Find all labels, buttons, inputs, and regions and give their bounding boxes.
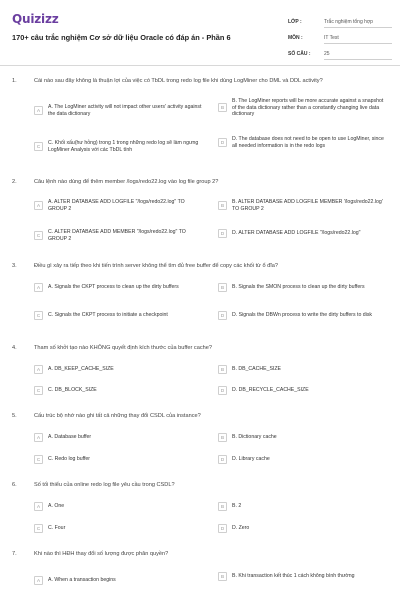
question-number: 6. <box>12 482 17 488</box>
option-letter-box: C <box>34 231 43 240</box>
meta-label: SỐ CÂU : <box>288 51 311 57</box>
option-text: C. ALTER DATABASE ADD MEMBER "/logs/redo22.log" TO GROUP 2 <box>48 229 186 242</box>
option-letter-box: C <box>34 311 43 320</box>
option-letter-box: C <box>34 455 43 464</box>
option-text: D. DB_RECYCLE_CACHE_SIZE <box>232 387 309 394</box>
question-text: Câu lệnh nào dùng để thêm member /logs/redo22.log vào log file group 2? <box>34 179 219 185</box>
option-letter-box: A <box>34 283 43 292</box>
answer-option-b[interactable] <box>218 433 388 442</box>
meta-row-class <box>288 14 392 30</box>
option-text: A. The LogMiner activity will not impact other users' activity against the data dictionary <box>48 104 202 117</box>
option-letter-box: A <box>34 106 43 115</box>
option-letter-box: D <box>218 229 227 238</box>
option-text: B. Khi transaction kết thúc 1 cách không bình thường <box>232 573 355 580</box>
meta-value: Trắc nghiệm tổng hợp <box>324 17 392 28</box>
answer-option-d[interactable] <box>218 229 388 238</box>
option-text: A. One <box>48 503 65 510</box>
option-text: A. ALTER DATABASE ADD LOGFILE "/logs/redo22.log" TO GROUP 2 <box>48 199 185 212</box>
option-text: B. The LogMiner reports will be more accurate against a snapshot of the data dictionary rather than a constantly changing live data dictionary <box>232 98 384 118</box>
answer-option-a[interactable] <box>34 433 204 442</box>
option-letter-box: A <box>34 365 43 374</box>
worksheet-header <box>0 0 400 66</box>
option-letter-box: B <box>218 572 227 581</box>
question-number: 2. <box>12 179 17 185</box>
answer-option-c[interactable] <box>34 455 204 464</box>
question-text: Tham số khởi tạo nào KHÔNG quyết định kích thước của buffer cache? <box>34 345 212 351</box>
answer-option-d[interactable] <box>218 386 388 395</box>
question-number: 7. <box>12 551 17 557</box>
question-number: 3. <box>12 263 17 269</box>
option-letter-box: D <box>218 386 227 395</box>
meta-row-question-count <box>288 46 392 62</box>
question-number: 1. <box>12 78 17 84</box>
answer-option-b[interactable] <box>218 502 388 511</box>
option-letter-box: D <box>218 311 227 320</box>
option-text: C. DB_BLOCK_SIZE <box>48 387 97 394</box>
option-letter-box: A <box>34 201 43 210</box>
option-letter-box: C <box>34 142 43 151</box>
question-number: 5. <box>12 413 17 419</box>
meta-row-subject <box>288 30 392 46</box>
meta-value: IT Test <box>324 33 392 44</box>
answer-option-c[interactable] <box>34 311 204 320</box>
answer-option-d[interactable] <box>218 524 388 533</box>
answer-option-c[interactable] <box>34 524 204 533</box>
answer-option-a[interactable] <box>34 576 204 585</box>
option-letter-box: B <box>218 201 227 210</box>
option-letter-box: A <box>34 576 43 585</box>
answer-option-d[interactable] <box>218 136 388 149</box>
option-letter-box: C <box>34 386 43 395</box>
worksheet-meta <box>288 14 392 62</box>
option-letter-box: A <box>34 433 43 442</box>
option-text: B. 2 <box>232 503 242 510</box>
option-text: C. Four <box>48 525 66 532</box>
answer-option-c[interactable] <box>34 140 204 153</box>
answer-option-a[interactable] <box>34 283 204 292</box>
option-text: D. ALTER DATABASE ADD LOGFILE "/logs/redo22.log" <box>232 230 361 237</box>
option-text: A. Database buffer <box>48 434 92 441</box>
option-letter-box: D <box>218 455 227 464</box>
option-text: B. Dictionary cache <box>232 434 277 441</box>
answer-option-c[interactable] <box>34 386 204 395</box>
option-text: A. Signals the CKPT process to clean up the dirty buffers <box>48 284 179 291</box>
answer-option-b[interactable] <box>218 572 388 581</box>
option-letter-box: B <box>218 433 227 442</box>
option-text: A. DB_KEEP_CACHE_SIZE <box>48 366 114 373</box>
answer-option-b[interactable] <box>218 283 388 292</box>
option-text: D. The database does not need to be open to use LogMiner, since all needed information is in the redo logs <box>232 136 384 149</box>
question-text: Khi nào thì HĐH thay đổi số lượng được phân quyền? <box>34 551 169 557</box>
option-letter-box: C <box>34 524 43 533</box>
worksheet-title: 170+ câu trắc nghiệm Cơ sở dữ liệu Oracle có đáp án - Phần 6 <box>12 33 231 42</box>
answer-option-a[interactable] <box>34 199 204 212</box>
answer-option-b[interactable] <box>218 199 388 212</box>
answer-option-a[interactable] <box>34 104 204 117</box>
answer-option-b[interactable] <box>218 98 388 118</box>
option-text: C. Signals the CKPT process to initiate a checkpoint <box>48 312 168 319</box>
option-text: A. When a transaction begins <box>48 577 116 584</box>
option-letter-box: A <box>34 502 43 511</box>
option-text: B. DB_CACHE_SIZE <box>232 366 282 373</box>
answer-option-a[interactable] <box>34 502 204 511</box>
question-number: 4. <box>12 345 17 351</box>
option-letter-box: B <box>218 103 227 112</box>
option-text: C. Redo log buffer <box>48 456 91 463</box>
answer-option-d[interactable] <box>218 311 388 320</box>
meta-label: MÔN : <box>288 35 303 41</box>
option-letter-box: B <box>218 502 227 511</box>
question-text: Điều gì xảy ra tiếp theo khi tiến trình server không thể tìm đủ free buffer để copy các khối từ ổ đĩa? <box>34 263 278 269</box>
option-letter-box: B <box>218 283 227 292</box>
option-letter-box: B <box>218 365 227 374</box>
option-text: D. Zero <box>232 525 250 532</box>
answer-option-c[interactable] <box>34 229 204 242</box>
answer-option-a[interactable] <box>34 365 204 374</box>
quizizz-logo: Quizizz <box>12 12 59 26</box>
meta-label: LỚP : <box>288 19 302 25</box>
question-text: Số tối thiểu của online redo log file yêu cầu trong CSDL? <box>34 482 175 488</box>
answer-option-d[interactable] <box>218 455 388 464</box>
option-letter-box: D <box>218 138 227 147</box>
question-text: Cấu trúc bộ nhớ nào ghi tất cả những thay đổi CSDL của instance? <box>34 413 201 419</box>
option-text: B. Signals the SMON process to clean up the dirty buffers <box>232 284 365 291</box>
option-text: D. Library cache <box>232 456 270 463</box>
option-text: D. Signals the DBWn process to write the dirty buffers to disk <box>232 312 373 319</box>
option-text: B. ALTER DATABASE ADD LOGFILE MEMBER '/logs/redo22.log' TO GROUP 2 <box>232 199 383 212</box>
meta-value: 25 <box>324 49 392 60</box>
answer-option-b[interactable] <box>218 365 388 374</box>
option-text: C. Khối xấu(hư hỏng) trong 1 trong những redo log sẽ làm ngưng LogMiner Analysis với các TbDL tính <box>48 140 199 153</box>
question-text: Cái nào sau đây không là thuận lợi của việc có TbDL trong redo log file khi dùng LogMiner cho DML và DDL activity? <box>34 78 323 84</box>
option-letter-box: D <box>218 524 227 533</box>
